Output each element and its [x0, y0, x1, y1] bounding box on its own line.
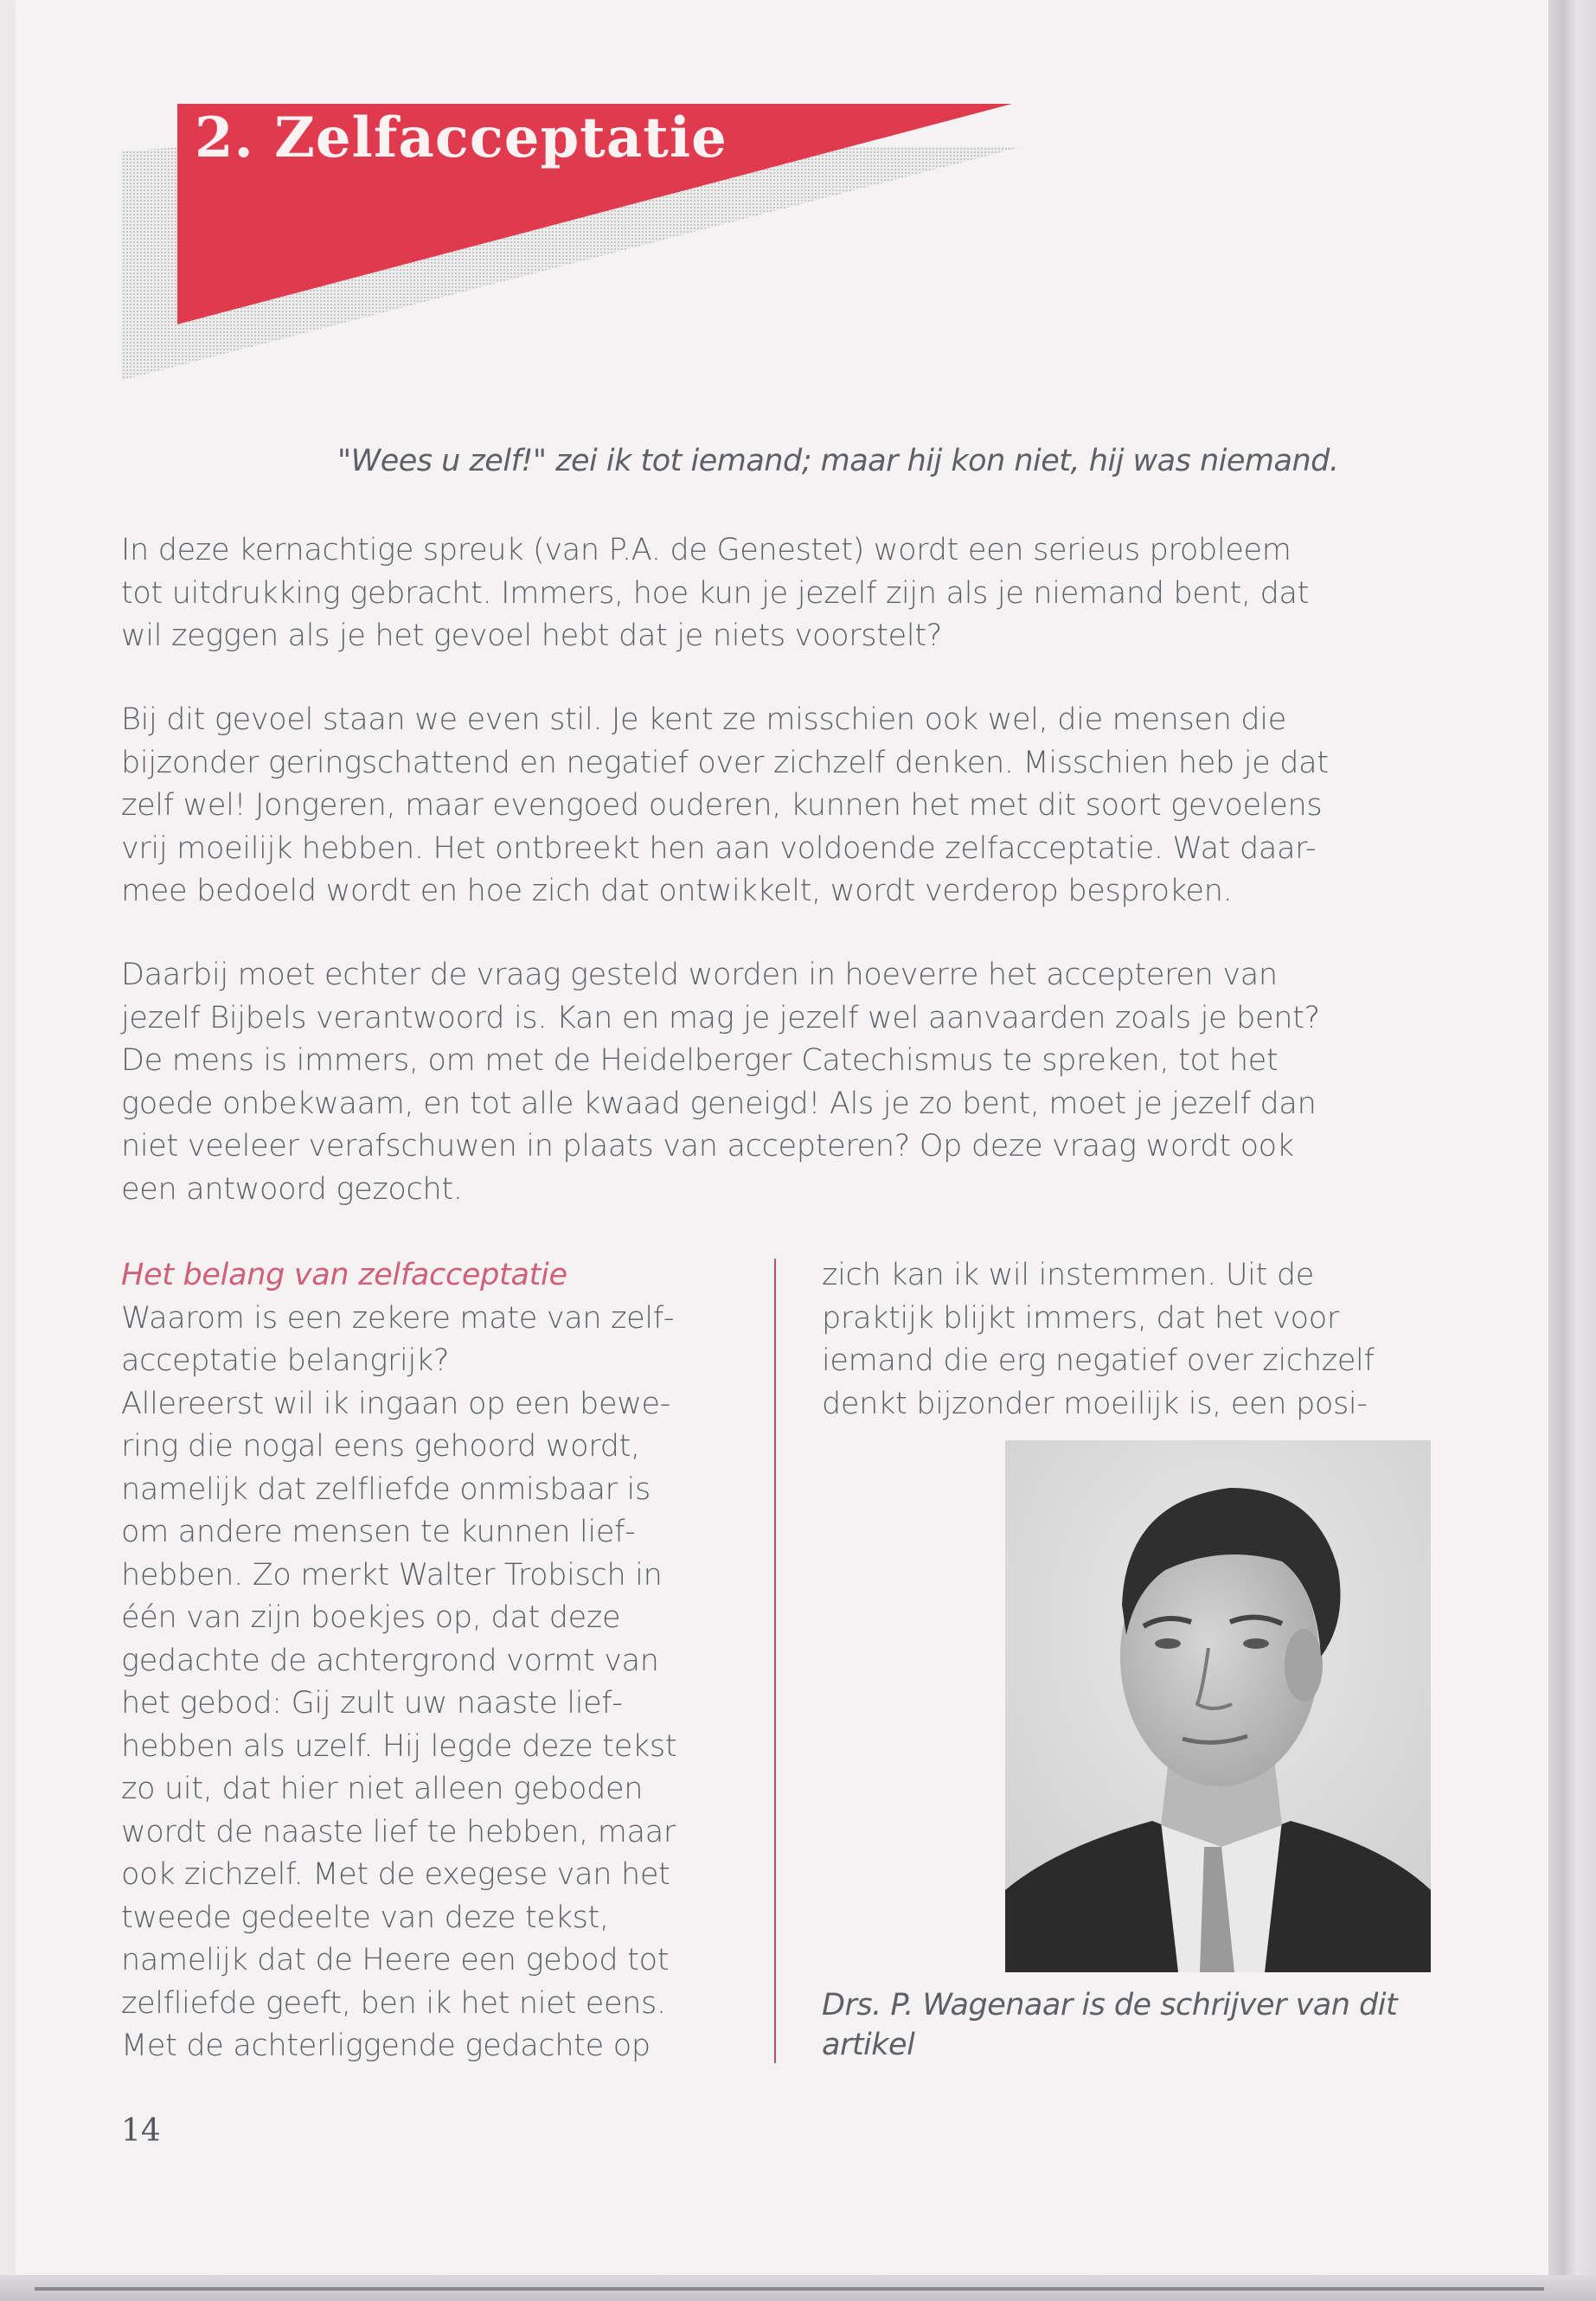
text-line: het gebod: Gij zult uw naaste lief- — [121, 1686, 623, 1721]
text-line: Daarbij moet echter de vraag gesteld worden in hoeverre het accepteren van — [121, 958, 1278, 992]
text-line: Bij dit gevoel staan we even stil. Je kent ze misschien ook wel, die mensen die — [121, 702, 1287, 737]
left-column — [121, 1254, 761, 2068]
text-line: wil zeggen als je het gevoel hebt dat je niets voorstelt? — [121, 619, 943, 653]
binding-line — [35, 2287, 1544, 2291]
text-line: een antwoord gezocht. — [121, 1171, 463, 1207]
text-line: tot uitdrukking gebracht. Immers, hoe kun je jezelf zijn als je niemand bent, dat — [121, 575, 1310, 611]
text-line: hebben. Zo merkt Walter Trobisch in — [121, 1557, 663, 1593]
text-line: ring die nogal eens gehoord wordt, — [121, 1429, 640, 1464]
right-column — [822, 1254, 1479, 1426]
text-line: zelfliefde geeft, ben ik het niet eens. — [121, 1985, 666, 2021]
caption-line: artikel — [822, 2028, 915, 2062]
text-line: wordt de naaste lief te hebben, maar — [121, 1814, 676, 1849]
chapter-title: 2. Zelfacceptatie — [195, 106, 727, 170]
text-line: mee bedoeld wordt en hoe zich dat ontwikkelt, wordt verderop besproken. — [121, 874, 1233, 908]
intro-paragraph-3 — [121, 954, 1436, 1211]
text-line: Met de achterliggende gedachte op — [121, 2029, 651, 2063]
text-line: De mens is immers, om met de Heidelberger Catechismus te spreken, tot het — [121, 1043, 1279, 1078]
epigraph-quote: "Wees u zelf!" zei ik tot iemand; maar hij kon niet, hij was niemand. — [337, 444, 1339, 478]
text-line: zelf wel! Jongeren, maar evengoed ouderen, kunnen het met dit soort gevoelens — [121, 788, 1323, 823]
text-line: gedachte de achtergrond vormt van — [121, 1643, 659, 1678]
intro-paragraph-2 — [121, 699, 1436, 913]
bottom-strip — [0, 2275, 1596, 2301]
text-line: hebben als uzelf. Hij legde deze tekst — [121, 1728, 677, 1764]
text-line: één van zijn boekjes op, dat deze — [121, 1600, 621, 1635]
section-heading: Het belang van zelfacceptatie — [121, 1258, 567, 1292]
text-line: namelijk dat de Heere een gebod tot — [121, 1943, 670, 1977]
text-line: zo uit, dat hier niet alleen geboden — [121, 1772, 644, 1806]
text-line: goede onbekwaam, en tot alle kwaad geneigd! Als je zo bent, moet je jezelf dan — [121, 1086, 1317, 1121]
text-line: om andere mensen te kunnen lief- — [121, 1515, 636, 1549]
text-line: praktijk blijkt immers, dat het voor — [822, 1300, 1339, 1336]
intro-paragraph-1 — [121, 529, 1436, 658]
caption-line: Drs. P. Wagenaar is de schrijver van dit — [822, 1988, 1398, 2022]
text-line: ook zichzelf. Met de exegese van het — [121, 1857, 670, 1892]
text-line: zich kan ik wil instemmen. Uit de — [822, 1258, 1314, 1292]
text-line: acceptatie belangrijk? — [121, 1343, 450, 1378]
photo-caption — [822, 1985, 1445, 2065]
text-line: vrij moeilijk hebben. Het ontbreekt hen aan voldoende zelfacceptatie. Wat daar- — [121, 830, 1317, 866]
text-line: Waarom is een zekere mate van zelf- — [121, 1300, 675, 1336]
column-divider — [774, 1259, 776, 2063]
page-number: 14 — [121, 2113, 161, 2149]
text-line: namelijk dat zelfliefde onmisbaar is — [121, 1471, 651, 1507]
portrait-illustration — [1005, 1440, 1431, 1972]
text-line: denkt bijzonder moeilijk is, een posi- — [822, 1386, 1368, 1421]
author-photo — [1005, 1440, 1431, 1972]
text-line: niet veeleer verafschuwen in plaats van accepteren? Op deze vraag wordt ook — [121, 1129, 1294, 1163]
page-edge — [1548, 0, 1596, 2301]
text-line: tweede gedeelte van deze tekst, — [121, 1900, 609, 1935]
text-line: Allereerst wil ik ingaan op een bewe- — [121, 1386, 671, 1421]
text-line: iemand die erg negatief over zichzelf — [822, 1343, 1375, 1378]
text-line: jezelf Bijbels verantwoord is. Kan en mag je jezelf wel aanvaarden zoals je bent? — [121, 1000, 1320, 1035]
text-line: In deze kernachtige spreuk (van P.A. de Genestet) wordt een serieus probleem — [121, 533, 1292, 567]
text-line: bijzonder geringschattend en negatief over zichzelf denken. Misschien heb je dat — [121, 745, 1329, 780]
